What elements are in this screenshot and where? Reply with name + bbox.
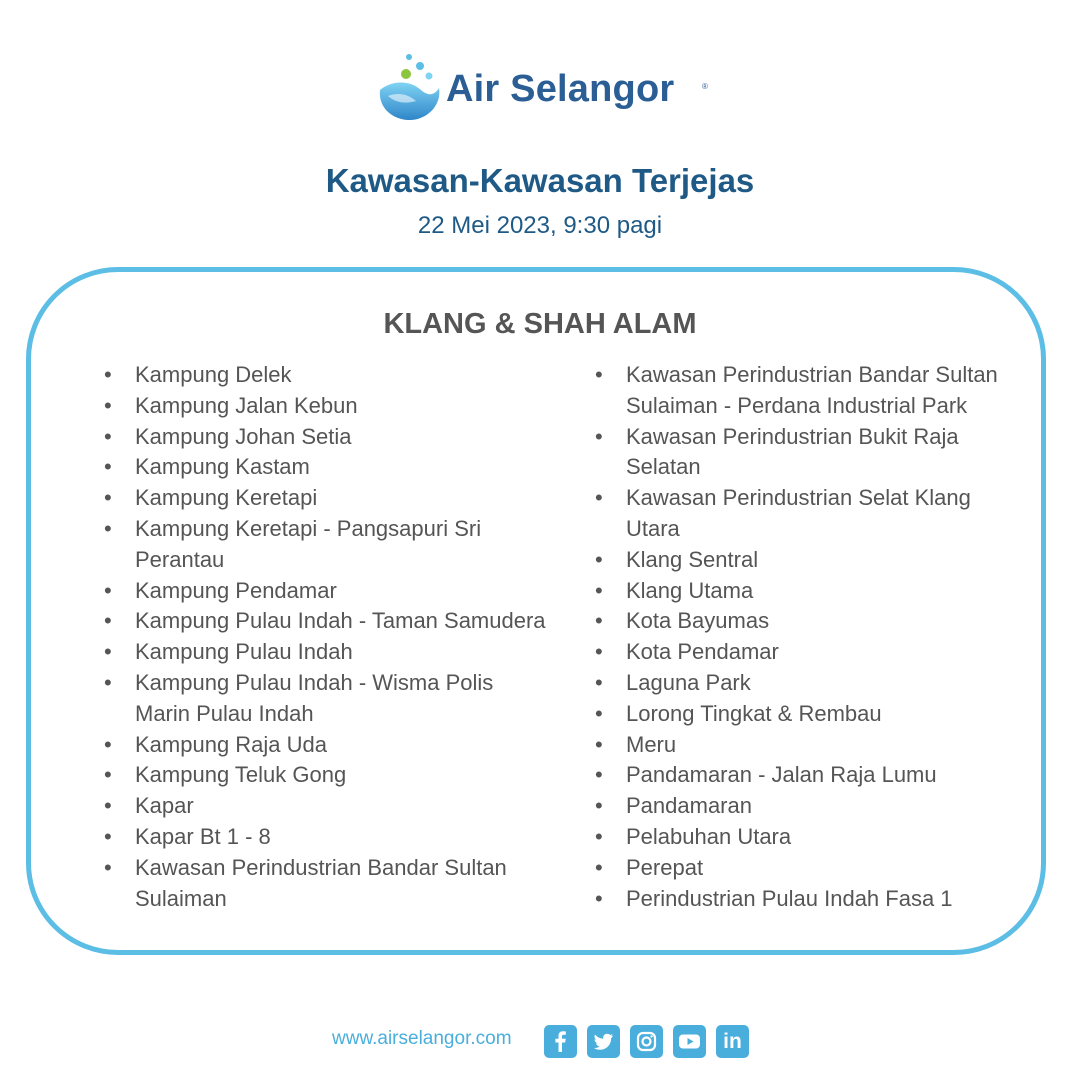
instagram-icon[interactable]: [630, 1025, 663, 1058]
area-item: • Kota Bayumas: [595, 606, 1025, 637]
area-item: • Kampung Pulau Indah: [104, 637, 574, 668]
registered-mark: ®: [702, 82, 708, 91]
area-item: • Kampung Teluk Gong: [104, 760, 574, 791]
page-title: Kawasan-Kawasan Terjejas: [325, 162, 755, 199]
area-item: • Kampung Pendamar: [104, 576, 574, 607]
area-item: • Kampung Pulau Indah - Taman Samudera: [104, 606, 574, 637]
area-item: • Lorong Tingkat & Rembau: [595, 699, 1025, 730]
area-item: • Kampung Delek: [104, 360, 574, 391]
area-item: • Kawasan Perindustrian Bukit Raja Selatan: [595, 422, 971, 484]
area-item: • Kampung Kastam: [104, 452, 574, 483]
area-list-right: [595, 360, 1025, 914]
facebook-icon[interactable]: [544, 1025, 577, 1058]
linkedin-icon[interactable]: [716, 1025, 749, 1058]
area-list-left: [104, 360, 574, 914]
area-item: • Pelabuhan Utara: [595, 822, 1025, 853]
area-item: • Kawasan Perindustrian Bandar Sultan Sulaiman: [104, 853, 535, 915]
twitter-icon[interactable]: [587, 1025, 620, 1058]
area-item: • Pandamaran: [595, 791, 1025, 822]
area-item: • Kampung Keretapi - Pangsapuri Sri Perantau: [104, 514, 495, 576]
area-item: • Meru: [595, 730, 1025, 761]
area-item: • Kampung Johan Setia: [104, 422, 574, 453]
area-item: • Kampung Pulau Indah - Wisma Polis Marin Pulau Indah: [104, 668, 515, 730]
area-item: • Kampung Keretapi: [104, 483, 574, 514]
area-item: • Perepat: [595, 853, 1025, 884]
area-item: • Klang Sentral: [595, 545, 1025, 576]
area-item: • Kampung Jalan Kebun: [104, 391, 574, 422]
area-item: • Perindustrian Pulau Indah Fasa 1: [595, 884, 1025, 915]
area-item: • Laguna Park: [595, 668, 1025, 699]
area-item: • Kapar: [104, 791, 574, 822]
region-heading: KLANG & SHAH ALAM: [383, 308, 697, 340]
area-item: • Pandamaran - Jalan Raja Lumu: [595, 760, 1025, 791]
date-time: 22 Mei 2023, 9:30 pagi: [417, 212, 663, 239]
area-item: • Kampung Raja Uda: [104, 730, 574, 761]
website-link[interactable]: www.airselangor.com: [332, 1028, 512, 1049]
area-item: • Kawasan Perindustrian Selat Klang Utara: [595, 483, 986, 545]
air-selangor-logo: [376, 52, 716, 124]
brand-name: Air Selangor: [446, 68, 675, 110]
area-item: • Kapar Bt 1 - 8: [104, 822, 574, 853]
area-item: • Kawasan Perindustrian Bandar Sultan Sulaiman - Perdana Industrial Park: [595, 360, 1011, 422]
linkedin-glyph: in: [723, 1029, 742, 1053]
area-item: • Kota Pendamar: [595, 637, 1025, 668]
youtube-icon[interactable]: [673, 1025, 706, 1058]
area-item: • Klang Utama: [595, 576, 1025, 607]
water-drop-logo-icon: [376, 52, 448, 124]
